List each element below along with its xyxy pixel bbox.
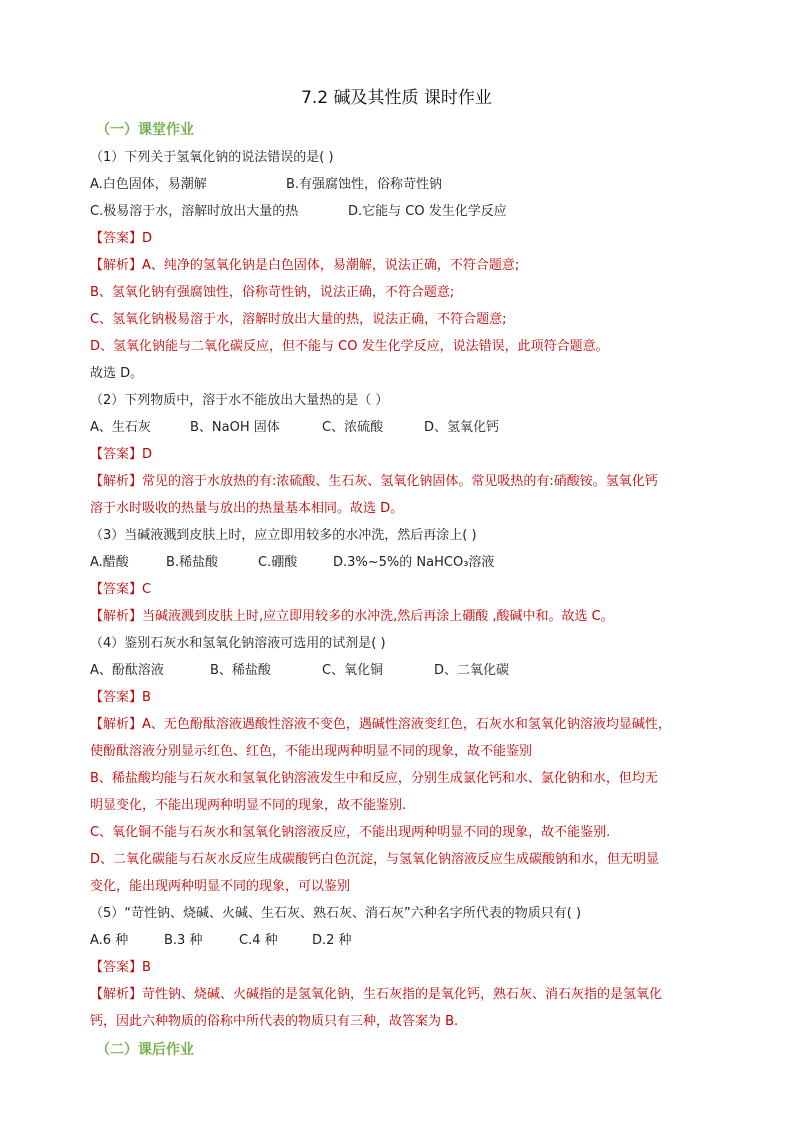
question-2-explanation-line: 溶于水时吸收的热量与放出的热量基本相同。故选 D。 <box>90 501 404 516</box>
question-5-option-d: D.2 种 <box>312 933 352 948</box>
question-3-option-d: D.3%~5%的 NaHCO₃溶液 <box>333 555 495 570</box>
question-5-option-a: A.6 种 <box>90 933 129 948</box>
question-5-option-c: C.4 种 <box>239 933 278 948</box>
question-5-stem: （5）“苛性钠、烧碱、火碱、生石灰、熟石灰、消石灰”六种名字所代表的物质只有( ) <box>90 906 582 921</box>
question-4-option-a: A、酚酞溶液 <box>90 663 164 678</box>
page-title: 7.2 碱及其性质 课时作业 <box>301 88 492 108</box>
question-4-option-d: D、二氧化碳 <box>434 663 510 678</box>
question-2-option-a: A、生石灰 <box>90 420 151 435</box>
question-1-conclusion: 故选 D。 <box>90 366 144 381</box>
question-1-explanation-line: B、氢氧化钠有强腐蚀性，俗称苛性钠，说法正确，不符合题意; <box>90 285 455 300</box>
question-2-option-c: C、浓硫酸 <box>322 420 384 435</box>
question-2-option-b: B、NaOH 固体 <box>190 420 280 435</box>
question-4-explanation-line: B、稀盐酸均能与石灰水和氢氧化钠溶液发生中和反应，分别生成氯化钙和水、氯化钠和水，但均无 <box>90 771 658 786</box>
question-3-answer: 【答案】C <box>90 582 152 597</box>
question-1-explanation-line: 【解析】A、纯净的氢氧化钠是白色固体，易潮解，说法正确，不符合题意; <box>90 258 520 273</box>
question-1-option-b: B.有强腐蚀性，俗称苛性钠 <box>286 177 443 192</box>
question-4-explanation-line: D、二氧化碳能与石灰水反应生成碳酸钙白色沉淀，与氢氧化钠溶液反应生成碳酸钠和水，但无明显 <box>90 852 660 867</box>
question-4-option-b: B、稀盐酸 <box>210 663 271 678</box>
question-1-explanation-line: D、氢氧化钠能与二氧化碳反应，但不能与 CO 发生化学反应，说法错误，此项符合题意。 <box>90 339 609 354</box>
question-4-explanation-line: 明显变化，不能出现两种明显不同的现象，故不能鉴别. <box>90 798 407 813</box>
question-1-option-c: C.极易溶于水，溶解时放出大量的热 <box>90 204 299 219</box>
question-3-option-b: B.稀盐酸 <box>166 555 219 570</box>
section-heading-classwork: （一）课堂作业 <box>96 122 194 138</box>
question-3-explanation-line: 【解析】当碱液溅到皮肤上时,应立即用较多的水冲洗,然后再涂上硼酸 ,酸碱中和。故选 C。 <box>90 609 614 624</box>
question-5-option-b: B.3 种 <box>164 933 203 948</box>
question-4-stem: （4）鉴别石灰水和氢氧化钠溶液可选用的试剂是( ) <box>90 636 386 651</box>
question-4-explanation-line: C、氧化铜不能与石灰水和氢氧化钠溶液反应，不能出现两种明显不同的现象，故不能鉴别. <box>90 825 611 840</box>
question-3-stem: （3）当碱液溅到皮肤上时，应立即用较多的水冲洗，然后再涂上( ) <box>90 528 477 543</box>
question-4-explanation-line: 变化，能出现两种明显不同的现象，可以鉴别 <box>90 879 351 894</box>
section-heading-homework: （二）课后作业 <box>96 1042 194 1058</box>
question-4-explanation-line: 【解析】A、无色酚酞溶液遇酸性溶液不变色，遇碱性溶液变红色，石灰水和氢氧化钠溶液均显碱性， <box>90 717 671 732</box>
question-4-answer: 【答案】B <box>90 690 151 705</box>
question-5-explanation-line: 【解析】苛性钠、烧碱、火碱指的是氢氧化钠，生石灰指的是氧化钙，熟石灰、消石灰指的是氢氧化 <box>90 987 663 1002</box>
question-3-option-a: A.醋酸 <box>90 555 129 570</box>
question-1-option-a: A.白色固体，易潮解 <box>90 177 207 192</box>
question-2-option-d: D、氢氧化钙 <box>424 420 500 435</box>
question-5-answer: 【答案】B <box>90 960 151 975</box>
question-1-stem: （1）下列关于氢氧化钠的说法错误的是( ) <box>90 150 334 165</box>
question-5-explanation-line: 钙，因此六种物质的俗称中所代表的物质只有三种，故答案为 B. <box>90 1014 459 1029</box>
question-2-explanation-line: 【解析】常见的溶于水放热的有:浓硫酸、生石灰、氢氧化钠固体。常见吸热的有:硝酸铵。氢氧化钙 <box>90 474 658 489</box>
question-2-stem: （2）下列物质中，溶于水不能放出大量热的是（ ） <box>90 393 389 408</box>
question-1-explanation-line: C、氢氧化钠极易溶于水，溶解时放出大量的热，说法正确，不符合题意; <box>90 312 507 327</box>
question-2-answer: 【答案】D <box>90 447 153 462</box>
question-4-explanation-line: 使酚酞溶液分别显示红色、红色，不能出现两种明显不同的现象，故不能鉴别 <box>90 744 533 759</box>
question-3-option-c: C.硼酸 <box>258 555 298 570</box>
question-1-option-d: D.它能与 CO 发生化学反应 <box>348 204 507 219</box>
question-1-answer: 【答案】D <box>90 231 153 246</box>
question-4-option-c: C、氧化铜 <box>322 663 384 678</box>
